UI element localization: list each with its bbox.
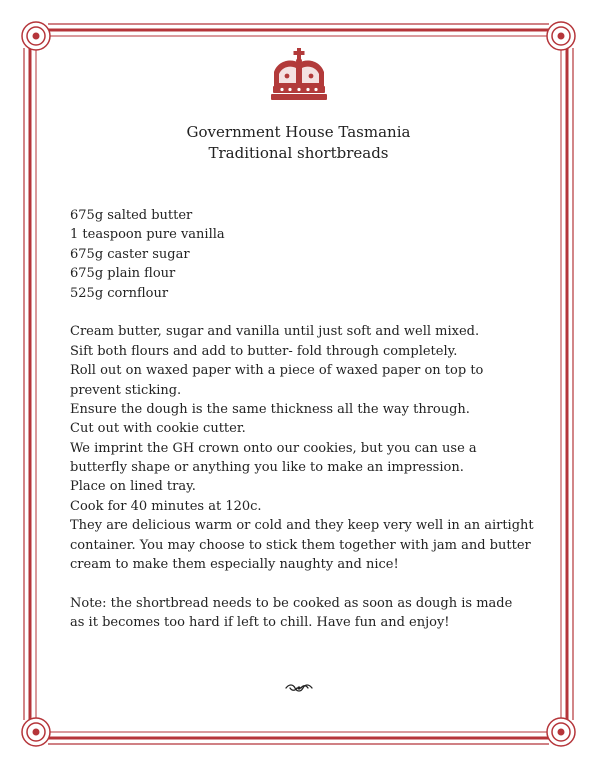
method-line: They are delicious warm or cold and they keep very well in an airtight (70, 518, 534, 534)
ingredient-item: 525g cornflour (70, 285, 169, 301)
method-section (70, 322, 540, 574)
method-line: Sift both flours and add to butter- fold through completely. (70, 343, 458, 359)
corner-rosette-icon (547, 22, 575, 50)
method-line: Roll out on waxed paper with a piece of waxed paper on top to (70, 363, 484, 379)
ingredient-item: 1 teaspoon pure vanilla (70, 227, 225, 243)
corner-rosette-icon (22, 22, 50, 50)
method-line: Cream butter, sugar and vanilla until just soft and well mixed. (70, 324, 480, 340)
corner-rosette-icon (547, 718, 575, 746)
ingredient-item: 675g plain flour (70, 266, 176, 282)
title-line-1: Government House Tasmania (186, 123, 411, 141)
crown-icon (268, 48, 330, 102)
method-line: Cut out with cookie cutter. (70, 421, 246, 437)
document-title (0, 122, 597, 164)
method-line: prevent sticking. (70, 382, 182, 398)
note-line: as it becomes too hard if left to chill. Have fun and enjoy! (70, 615, 450, 631)
method-line: Cook for 40 minutes at 120c. (70, 498, 262, 514)
note-section (70, 594, 540, 633)
method-line: Place on lined tray. (70, 479, 196, 495)
title-line-2: Traditional shortbreads (208, 144, 389, 162)
ingredient-item: 675g caster sugar (70, 246, 190, 262)
method-line: We imprint the GH crown onto our cookies, but you can use a (70, 440, 477, 456)
recipe-content (70, 206, 540, 633)
method-line: Ensure the dough is the same thickness all the way through. (70, 401, 470, 417)
method-line: container. You may choose to stick them together with jam and butter (70, 537, 531, 553)
flourish-ornament-icon (284, 682, 314, 694)
method-line: cream to make them especially naughty and nice! (70, 557, 399, 573)
corner-rosette-icon (22, 718, 50, 746)
method-line: butterfly shape or anything you like to make an impression. (70, 460, 464, 476)
note-line: Note: the shortbread needs to be cooked as soon as dough is made (70, 595, 513, 611)
ingredient-item: 675g salted butter (70, 208, 193, 223)
ingredients-list (70, 206, 540, 303)
